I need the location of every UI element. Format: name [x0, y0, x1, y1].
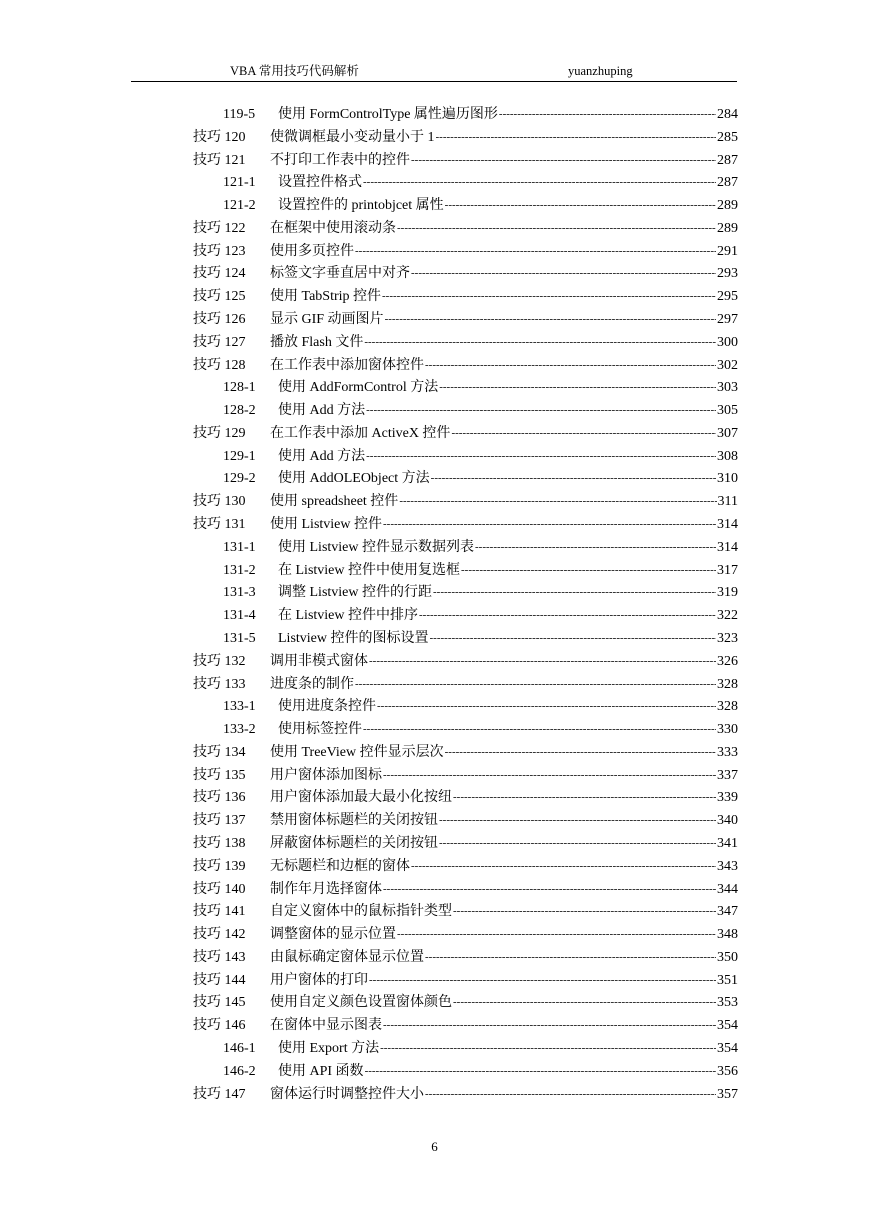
- toc-dot-leader: [382, 286, 716, 307]
- toc-entry-number: 技巧 132: [193, 653, 246, 669]
- toc-entry-title: 制作年月选择窗体: [270, 881, 382, 897]
- toc-dot-leader: [365, 1061, 716, 1082]
- toc-entry-page: 350: [717, 949, 738, 965]
- toc-entry-title: 使用 TabStrip 控件: [270, 289, 382, 305]
- toc-dot-leader: [397, 924, 716, 945]
- toc-entry[interactable]: [0, 1038, 869, 1060]
- toc-entry[interactable]: [0, 582, 869, 604]
- toc-entry[interactable]: [0, 765, 869, 787]
- toc-entry[interactable]: [0, 651, 869, 673]
- toc-entry-number: 技巧 120: [193, 129, 246, 145]
- toc-entry-number: 技巧 134: [193, 744, 246, 760]
- toc-entry-line: [278, 537, 738, 559]
- toc-entry[interactable]: [0, 787, 869, 809]
- toc-entry-page: 333: [717, 744, 738, 760]
- toc-dot-leader: [411, 856, 716, 877]
- toc-entry-line: [278, 582, 738, 604]
- toc-entry[interactable]: [0, 719, 869, 741]
- toc-entry-number: 131-4: [223, 608, 256, 624]
- toc-entry-title: 窗体运行时调整控件大小: [270, 1086, 424, 1102]
- toc-entry-page: 341: [717, 835, 738, 851]
- toc-entry-title: 屏蔽窗体标题栏的关闭按钮: [270, 835, 438, 851]
- toc-entry-number: 技巧 122: [193, 220, 246, 236]
- toc-entry-title: 使用多页控件: [270, 243, 354, 259]
- toc-entry-page: 337: [717, 767, 738, 783]
- toc-entry-line: [278, 468, 738, 490]
- toc-entry[interactable]: [0, 172, 869, 194]
- toc-entry-title: 禁用窗体标题栏的关闭按钮: [270, 813, 438, 829]
- toc-dot-leader: [369, 651, 716, 672]
- toc-entry-number: 技巧 146: [193, 1018, 246, 1034]
- toc-entry-title: 使用 API 函数: [278, 1063, 364, 1079]
- toc-entry[interactable]: [0, 355, 869, 377]
- toc-entry-page: 330: [717, 722, 738, 738]
- toc-entry[interactable]: [0, 1015, 869, 1037]
- toc-entry-number: 131-3: [223, 585, 256, 601]
- toc-entry-line: [270, 1084, 738, 1106]
- toc-entry-line: [278, 628, 738, 650]
- toc-entry[interactable]: [0, 1061, 869, 1083]
- toc-dot-leader: [453, 992, 716, 1013]
- toc-entry-title: 自定义窗体中的鼠标指针类型: [270, 904, 452, 920]
- toc-entry-page: 291: [717, 243, 738, 259]
- toc-entry-title: 在工作表中添加窗体控件: [270, 357, 424, 373]
- toc-entry-title: 标签文字垂直居中对齐: [270, 266, 410, 282]
- toc-entry[interactable]: [0, 423, 869, 445]
- toc-entry[interactable]: [0, 696, 869, 718]
- toc-entry-line: [270, 810, 738, 832]
- toc-entry-line: [270, 787, 738, 809]
- toc-entry-number: 133-2: [223, 722, 256, 738]
- toc-entry-title: 用户窗体的打印: [270, 972, 368, 988]
- toc-entry-number: 技巧 141: [193, 904, 246, 920]
- toc-entry[interactable]: [0, 879, 869, 901]
- toc-entry-page: 285: [717, 129, 738, 145]
- toc-entry-line: [278, 400, 738, 422]
- toc-entry-number: 119-5: [223, 107, 256, 122]
- toc-entry[interactable]: [0, 377, 869, 399]
- toc-entry-title: 设置控件的 printobjcet 属性: [278, 198, 444, 214]
- toc-entry-number: 131-5: [223, 630, 256, 646]
- toc-entry[interactable]: [0, 947, 869, 969]
- toc-entry-title: 在 Listview 控件中排序: [278, 608, 418, 624]
- toc-entry-title: 在 Listview 控件中使用复选框: [278, 562, 460, 578]
- toc-entry[interactable]: [0, 468, 869, 490]
- toc-entry-title: 无标题栏和边框的窗体: [270, 858, 410, 874]
- toc-entry-title: 使用 TreeView 控件显示层次: [270, 744, 444, 760]
- toc-entry-page: 308: [717, 448, 738, 464]
- toc-entry-number: 技巧 139: [193, 858, 246, 874]
- toc-entry-page: 287: [717, 152, 738, 168]
- toc-entry[interactable]: [0, 286, 869, 308]
- toc-entry-number: 技巧 127: [193, 334, 246, 350]
- toc-entry-title: 在窗体中显示图表: [270, 1018, 382, 1034]
- toc-dot-leader: [439, 377, 716, 398]
- toc-entry-page: 317: [717, 562, 738, 578]
- toc-entry-line: [278, 560, 738, 582]
- toc-entry-title: 使用 spreadsheet 控件: [270, 494, 399, 510]
- toc-entry[interactable]: [0, 1084, 869, 1106]
- toc-dot-leader: [399, 491, 716, 512]
- toc-entry-line: [270, 992, 738, 1014]
- toc-entry-line: [278, 446, 738, 468]
- toc-entry-title: 在工作表中添加 ActiveX 控件: [270, 425, 451, 441]
- toc-dot-leader: [445, 742, 716, 763]
- toc-entry[interactable]: [0, 241, 869, 263]
- toc-entry-line: [270, 651, 738, 673]
- toc-entry-line: [270, 309, 738, 331]
- toc-entry-line: [270, 970, 738, 992]
- toc-dot-leader: [380, 1038, 716, 1059]
- toc-entry-line: [278, 719, 738, 741]
- toc-dot-leader: [453, 787, 716, 808]
- toc-entry-title: 调整窗体的显示位置: [270, 927, 396, 943]
- toc-dot-leader: [385, 309, 716, 330]
- toc-entry-line: [278, 104, 738, 126]
- toc-entry-title: 使用 FormControlType 属性遍历图形: [278, 107, 498, 122]
- toc-entry-title: 使微调框最小变动量小于 1: [270, 129, 435, 145]
- toc-entry-page: 297: [717, 312, 738, 328]
- toc-entry-page: 344: [717, 881, 738, 897]
- toc-entry[interactable]: [0, 810, 869, 832]
- toc-entry-number: 131-1: [223, 539, 256, 555]
- toc-entry-title: 使用 Export 方法: [278, 1040, 380, 1056]
- toc-entry[interactable]: [0, 992, 869, 1014]
- toc-entry-page: 353: [717, 995, 738, 1011]
- toc-entry-number: 技巧 143: [193, 949, 246, 965]
- toc-entry-page: 314: [717, 517, 738, 533]
- toc-entry-number: 技巧 147: [193, 1086, 246, 1102]
- toc-entry-line: [270, 947, 738, 969]
- toc-dot-leader: [431, 468, 716, 489]
- toc-entry-line: [270, 127, 738, 149]
- toc-entry-title: 使用进度条控件: [278, 699, 376, 715]
- toc-dot-leader: [425, 947, 716, 968]
- toc-entry-page: 300: [717, 334, 738, 350]
- toc-entry-line: [278, 605, 738, 627]
- toc-entry[interactable]: [0, 924, 869, 946]
- toc-entry-number: 技巧 142: [193, 927, 246, 943]
- toc-entry-line: [278, 1061, 738, 1083]
- toc-entry-title: 进度条的制作: [270, 676, 354, 692]
- toc-entry[interactable]: [0, 218, 869, 240]
- toc-entry[interactable]: [0, 263, 869, 285]
- toc-entry-page: 340: [717, 813, 738, 829]
- toc-entry[interactable]: [0, 605, 869, 627]
- toc-entry-line: [270, 879, 738, 901]
- toc-entry-page: 347: [717, 904, 738, 920]
- toc-dot-leader: [433, 582, 716, 603]
- toc-entry-title: Listview 控件的图标设置: [278, 630, 429, 646]
- toc-entry-number: 128-2: [223, 403, 256, 419]
- toc-entry-line: [270, 491, 738, 513]
- toc-entry-title: 使用 Add 方法: [278, 448, 366, 464]
- toc-dot-leader: [419, 605, 716, 626]
- toc-entry-line: [270, 218, 738, 240]
- toc-dot-leader: [425, 355, 716, 376]
- toc-entry-number: 技巧 126: [193, 312, 246, 328]
- toc-entry-page: 289: [717, 220, 738, 236]
- toc-entry-title: 用户窗体添加图标: [270, 767, 382, 783]
- toc-dot-leader: [366, 446, 716, 467]
- toc-entry[interactable]: [0, 332, 869, 354]
- toc-entry[interactable]: [0, 560, 869, 582]
- toc-entry-number: 技巧 131: [193, 517, 246, 533]
- toc-entry-title: 使用 Listview 控件显示数据列表: [278, 539, 474, 555]
- toc-dot-leader: [430, 628, 717, 649]
- toc-entry-number: 146-1: [223, 1040, 256, 1056]
- toc-entry-line: [270, 1015, 738, 1037]
- toc-dot-leader: [453, 901, 716, 922]
- toc-entry-title: 使用 AddFormControl 方法: [278, 380, 439, 396]
- toc-entry[interactable]: [0, 400, 869, 422]
- header-author: yuanzhuping: [568, 64, 633, 78]
- toc-dot-leader: [461, 560, 716, 581]
- toc-entry-number: 技巧 125: [193, 289, 246, 305]
- toc-dot-leader: [383, 514, 716, 535]
- toc-entry[interactable]: [0, 833, 869, 855]
- toc-dot-leader: [439, 810, 716, 831]
- toc-entry-title: 调用非模式窗体: [270, 653, 368, 669]
- toc-dot-leader: [363, 172, 716, 193]
- toc-entry[interactable]: [0, 742, 869, 764]
- toc-dot-leader: [436, 127, 717, 148]
- toc-entry-number: 技巧 130: [193, 494, 246, 510]
- toc-entry-page: 328: [717, 676, 738, 692]
- toc-entry-page: 354: [717, 1018, 738, 1034]
- toc-entry[interactable]: [0, 127, 869, 149]
- toc-entry[interactable]: [0, 856, 869, 878]
- toc-entry[interactable]: [0, 674, 869, 696]
- toc-entry-line: [270, 833, 738, 855]
- toc-entry-number: 146-2: [223, 1063, 256, 1079]
- toc-entry-number: 技巧 128: [193, 357, 246, 373]
- toc-entry-title: 使用 Listview 控件: [270, 517, 382, 533]
- toc-entry-number: 技巧 124: [193, 266, 246, 282]
- toc-entry[interactable]: [0, 628, 869, 650]
- toc-entry-page: 284: [717, 107, 738, 122]
- toc-dot-leader: [383, 879, 716, 900]
- toc-entry[interactable]: [0, 537, 869, 559]
- toc-entry-page: 307: [717, 425, 738, 441]
- toc-entry-page: 356: [717, 1063, 738, 1079]
- toc-dot-leader: [411, 150, 716, 171]
- toc-entry-page: 339: [717, 790, 738, 806]
- toc-entry[interactable]: [0, 104, 869, 126]
- toc-entry-page: 343: [717, 858, 738, 874]
- toc-entry[interactable]: [0, 491, 869, 513]
- toc-entry-title: 使用标签控件: [278, 722, 362, 738]
- toc-entry-title: 使用 AddOLEObject 方法: [278, 471, 430, 487]
- toc-entry-page: 351: [717, 972, 738, 988]
- toc-dot-leader: [425, 1084, 716, 1105]
- toc-entry-page: 326: [717, 653, 738, 669]
- toc-entry-line: [270, 423, 738, 445]
- toc-entry-number: 技巧 133: [193, 676, 246, 692]
- toc-entry-title: 播放 Flash 文件: [270, 334, 364, 350]
- toc-entry-title: 调整 Listview 控件的行距: [278, 585, 432, 601]
- toc-entry-page: 293: [717, 266, 738, 282]
- toc-entry-line: [278, 195, 738, 217]
- toc-entry-number: 131-2: [223, 562, 256, 578]
- toc-dot-leader: [439, 833, 716, 854]
- toc-entry-title: 不打印工作表中的控件: [270, 152, 410, 168]
- toc-entry-number: 技巧 136: [193, 790, 246, 806]
- toc-dot-leader: [355, 674, 716, 695]
- toc-entry-title: 在框架中使用滚动条: [270, 220, 396, 236]
- toc-entry-number: 121-1: [223, 175, 256, 191]
- header-rule: [131, 81, 737, 82]
- toc-entry-line: [270, 674, 738, 696]
- toc-entry-line: [278, 172, 738, 194]
- toc-entry-page: 323: [717, 630, 738, 646]
- toc-entry-page: 328: [717, 699, 738, 715]
- toc-dot-leader: [355, 241, 716, 262]
- toc-entry-line: [270, 263, 738, 285]
- toc-entry[interactable]: [0, 901, 869, 923]
- toc-entry-line: [270, 856, 738, 878]
- toc-entry[interactable]: [0, 970, 869, 992]
- toc-entry-number: 129-2: [223, 471, 256, 487]
- toc-entry-line: [270, 332, 738, 354]
- toc-entry-line: [270, 150, 738, 172]
- toc-entry-line: [270, 514, 738, 536]
- toc-entry[interactable]: [0, 195, 869, 217]
- toc-dot-leader: [364, 332, 716, 353]
- toc-entry-page: 348: [717, 927, 738, 943]
- toc-entry-line: [278, 377, 738, 399]
- toc-entry-number: 技巧 129: [193, 425, 246, 441]
- toc-dot-leader: [363, 719, 716, 740]
- header-title: VBA 常用技巧代码解析: [230, 64, 359, 78]
- toc-entry-line: [270, 241, 738, 263]
- toc-dot-leader: [451, 423, 716, 444]
- toc-entry-title: 设置控件格式: [278, 175, 362, 191]
- toc-dot-leader: [445, 195, 716, 216]
- toc-dot-leader: [369, 970, 716, 991]
- toc-dot-leader: [383, 765, 716, 786]
- toc-entry-page: 357: [717, 1086, 738, 1102]
- toc-entry-page: 311: [717, 494, 738, 510]
- toc-entry-line: [270, 742, 738, 764]
- toc-dot-leader: [377, 696, 716, 717]
- page-number: 6: [431, 1139, 438, 1154]
- toc-entry[interactable]: [0, 514, 869, 536]
- toc-entry-title: 由鼠标确定窗体显示位置: [270, 949, 424, 965]
- toc-entry-page: 310: [717, 471, 738, 487]
- toc-entry-line: [270, 765, 738, 787]
- toc-entry-title: 显示 GIF 动画图片: [270, 312, 384, 328]
- toc-entry-title: 用户窗体添加最大最小化按纽: [270, 790, 452, 806]
- toc-entry-line: [270, 355, 738, 377]
- toc-dot-leader: [366, 400, 716, 421]
- toc-entry-page: 287: [717, 175, 738, 191]
- toc-entry-page: 319: [717, 585, 738, 601]
- toc-entry-page: 302: [717, 357, 738, 373]
- toc-entry-title: 使用自定义颜色设置窗体颜色: [270, 995, 452, 1011]
- toc-entry-number: 技巧 140: [193, 881, 246, 897]
- toc-entry-line: [278, 1038, 738, 1060]
- toc-entry-number: 技巧 121: [193, 152, 246, 168]
- toc-entry-page: 295: [717, 289, 738, 305]
- toc-entry-number: 121-2: [223, 198, 256, 214]
- toc-entry[interactable]: [0, 150, 869, 172]
- toc-entry-number: 技巧 135: [193, 767, 246, 783]
- toc-entry-number: 129-1: [223, 448, 256, 464]
- toc-entry-number: 技巧 123: [193, 243, 246, 259]
- toc-entry-page: 305: [717, 403, 738, 419]
- toc-entry-number: 128-1: [223, 380, 256, 396]
- toc-entry-line: [270, 901, 738, 923]
- toc-dot-leader: [397, 218, 716, 239]
- toc-entry-page: 303: [717, 380, 738, 396]
- toc-entry-number: 技巧 145: [193, 995, 246, 1011]
- toc-entry-page: 289: [717, 198, 738, 214]
- toc-entry-number: 技巧 138: [193, 835, 246, 851]
- toc-entry-line: [278, 696, 738, 718]
- toc-entry-line: [270, 924, 738, 946]
- toc-entry-number: 133-1: [223, 699, 256, 715]
- toc-entry-page: 314: [717, 539, 738, 555]
- toc-entry-line: [270, 286, 738, 308]
- toc-dot-leader: [383, 1015, 716, 1036]
- toc-entry[interactable]: [0, 446, 869, 468]
- toc-dot-leader: [475, 537, 716, 558]
- toc-dot-leader: [411, 263, 716, 284]
- toc-entry-number: 技巧 137: [193, 813, 246, 829]
- toc-entry-page: 354: [717, 1040, 738, 1056]
- toc-entry[interactable]: [0, 309, 869, 331]
- toc-entry-number: 技巧 144: [193, 972, 246, 988]
- toc-entry-page: 322: [717, 608, 738, 624]
- toc-dot-leader: [499, 104, 716, 125]
- toc-entry-title: 使用 Add 方法: [278, 403, 366, 419]
